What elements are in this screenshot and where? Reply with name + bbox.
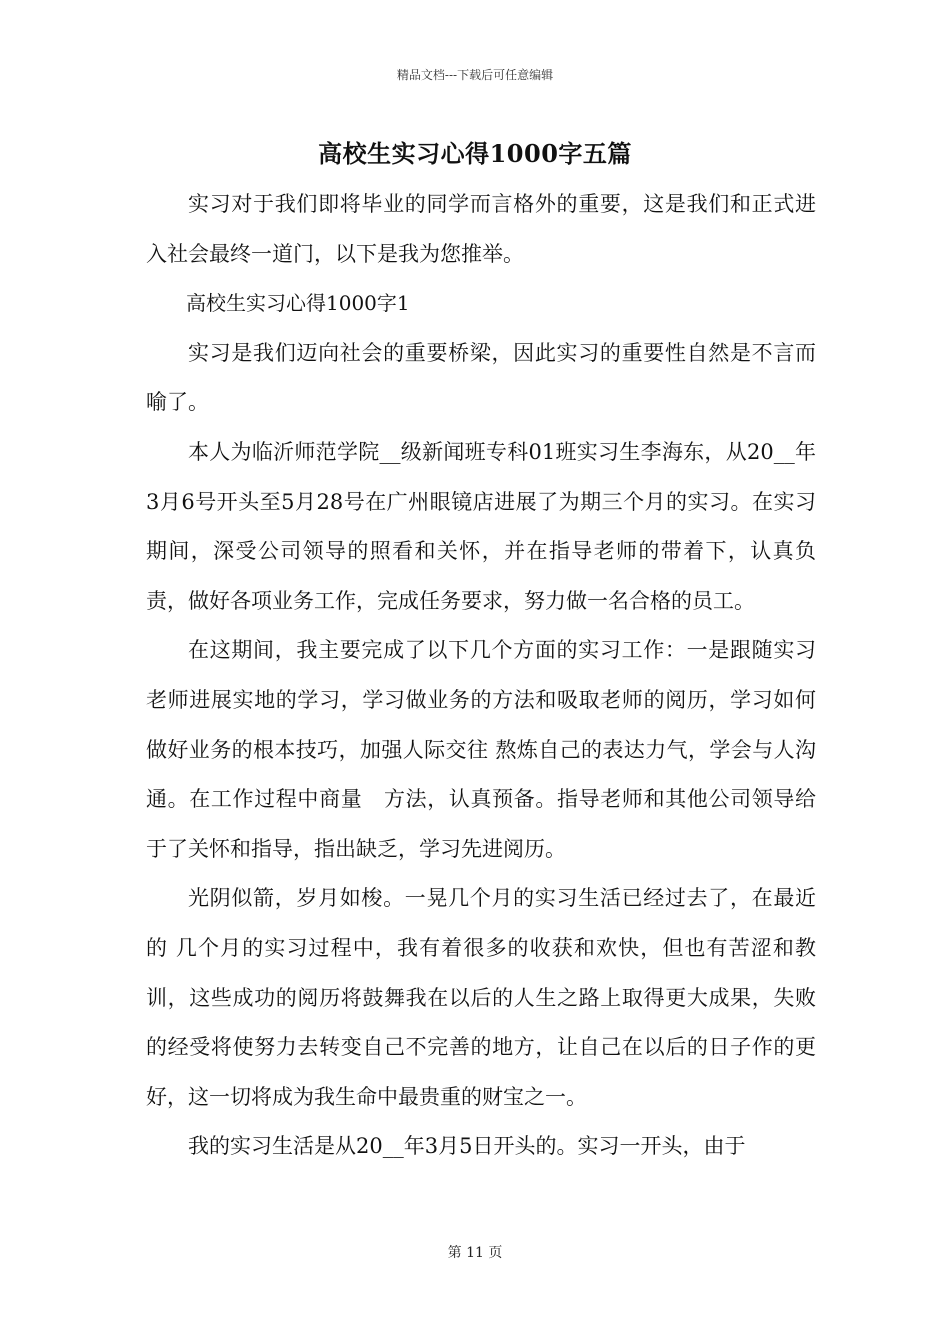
- document-title: 高校生实习心得1000字五篇: [318, 139, 632, 168]
- paragraph-intro: 实习对于我们即将毕业的同学而言格外的重要，这是我们和正式进入社会最终一道门，以下是我为您推举。: [146, 192, 816, 266]
- paragraph: 实习是我们迈向社会的重要桥梁，因此实习的重要性自然是不言而喻了。: [146, 340, 816, 415]
- paragraph: 光阴似箭，岁月如梭。一晃几个月的实习生活已经过去了，在最近的 几个月的实习过程中，我有着很多的收获和欢快，但也有苦涩和教训，这些成功的阅历将鼓舞我在以后的人生之路上取得更大成果，失败的经受将使努力去转变自己不完善的地方，让自己在以后的日子作的更好，这一切将成为我生命中最贵重的财宝之一。: [146, 886, 816, 1109]
- header-note: 精品文档---下载后可任意编辑: [396, 68, 554, 82]
- paragraph: 我的实习生活是从20__年3月5日开头的。实习一开头，由于: [188, 1134, 746, 1159]
- section-heading: 高校生实习心得1000字1: [186, 291, 410, 316]
- page-number: 第 11 页: [447, 1245, 503, 1261]
- document-body: [146, 180, 816, 1172]
- paragraph: 本人为临沂师范学院__级新闻班专科01班实习生李海东，从20__年3月6号开头至5月28号在广州眼镜店进展了为期三个月的实习。在实习期间，深受公司领导的照看和关怀，并在指导老师的带着下，认真负责，做好各项业务工作，完成任务要求，努力做一名合格的员工。: [146, 439, 816, 613]
- paragraph: 在这期间，我主要完成了以下几个方面的实习工作：一是跟随实习老师进展实地的学习，学习做业务的方法和吸取老师的阅历，学习如何做好业务的根本技巧，加强人际交往 熬炼自己的表达力气，学会与人沟通。在工作过程中商量 方法，认真预备。指导老师和其他公司领导给于了关怀和指导，指出缺乏，学习先进阅历。: [146, 638, 816, 861]
